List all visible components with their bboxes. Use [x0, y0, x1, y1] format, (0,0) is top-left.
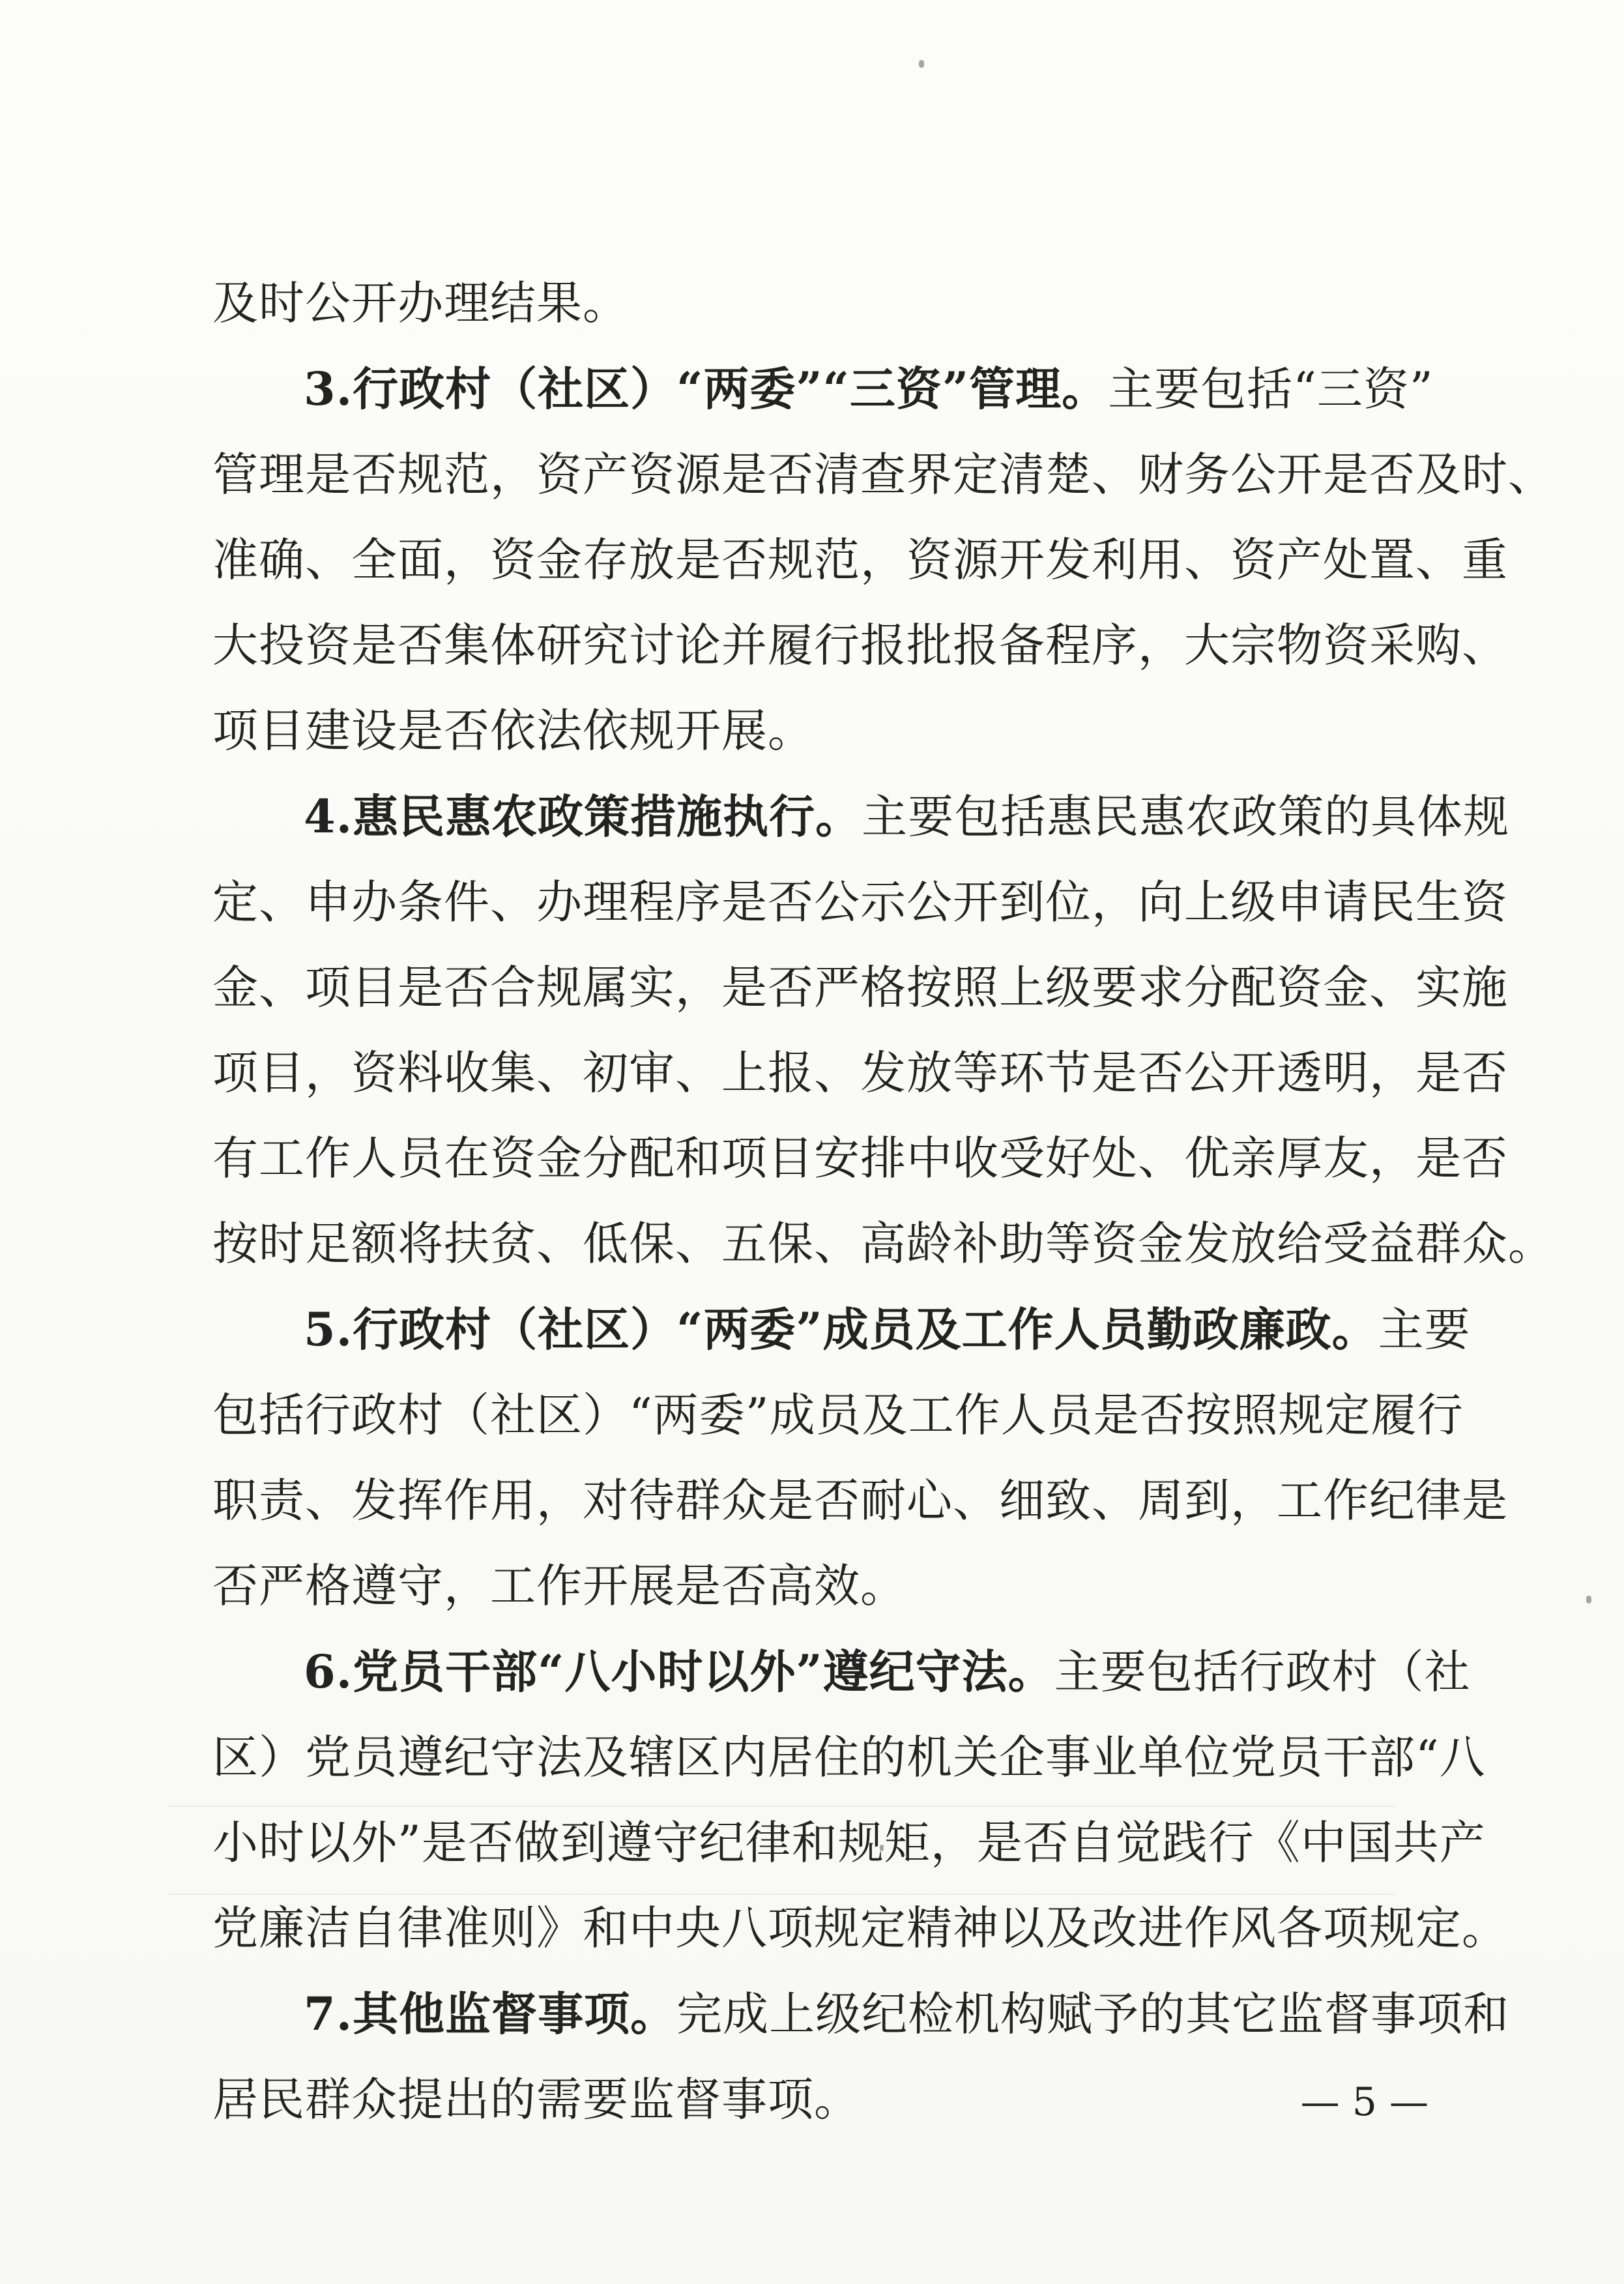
body-text: [212, 261, 1554, 2143]
text-line: 管理是否规范，资产资源是否清查界定清楚、财务公开是否及时、: [212, 448, 1554, 501]
text-line: 包括行政村（社区）“两委”成员及工作人员是否按照规定履行: [212, 1388, 1464, 1442]
text-line: 居民群众提出的需要监督事项。: [212, 2073, 860, 2126]
text-line: 职责、发挥作用，对待群众是否耐心、细致、周到，工作纪律是: [212, 1474, 1508, 1527]
text-line: 小时以外”是否做到遵守纪律和规矩，是否自觉践行《中国共产: [212, 1816, 1486, 1869]
section-4-lead: [304, 790, 1509, 843]
text-line: 大投资是否集体研究讨论并履行报批报备程序，大宗物资采购、: [212, 619, 1508, 672]
section-4-lead-bold: 4.惠民惠农政策措施执行。: [304, 789, 862, 843]
text-line: 项目建设是否依法依规开展。: [212, 704, 814, 757]
section-3-lead: [304, 362, 1434, 416]
text-line: 金、项目是否合规属实，是否严格按照上级要求分配资金、实施: [212, 961, 1508, 1014]
section-6-heading-line: [212, 1629, 1471, 1715]
section-4-lead-rest: 主要包括惠民惠农政策的具体规: [862, 790, 1510, 843]
text-line: 准确、全面，资金存放是否规范，资源开发利用、资产处置、重: [212, 533, 1508, 587]
section-5-lead: [304, 1303, 1471, 1356]
section-7-heading-line: [212, 1971, 1510, 2057]
section-6-lead: [304, 1645, 1471, 1699]
scan-speck: [1586, 1596, 1591, 1603]
section-5-lead-bold: 5.行政村（社区）“两委”成员及工作人员勤政廉政。: [304, 1302, 1378, 1356]
page-number: — 5 —: [1300, 2079, 1428, 2125]
section-3-heading-line: [212, 346, 1434, 432]
text-line: 有工作人员在资金分配和项目安排中收受好处、优亲厚友，是否: [212, 1132, 1508, 1185]
text-line: 定、申办条件、办理程序是否公示公开到位，向上级申请民生资: [212, 875, 1508, 929]
section-7-lead: [304, 1987, 1509, 2041]
scan-speck: [919, 60, 924, 68]
section-3-lead-bold: 3.行政村（社区）“两委”“三资”管理。: [304, 362, 1109, 416]
section-6-lead-bold: 6.党员干部“八小时以外”遵纪守法。: [304, 1645, 1054, 1699]
section-7-lead-rest: 完成上级纪检机构赋予的其它监督事项和: [676, 1987, 1510, 2041]
section-4-heading-line: [212, 774, 1510, 860]
section-6-lead-rest: 主要包括行政村（社: [1054, 1645, 1471, 1699]
section-5-heading-line: [212, 1287, 1471, 1373]
text-line: 否严格遵守，工作开展是否高效。: [212, 1559, 906, 1613]
text-line: 党廉洁自律准则》和中央八项规定精神以及改进作风各项规定。: [212, 1901, 1508, 1955]
text-line: 区）党员遵纪守法及辖区内居住的机关企事业单位党员干部“八: [212, 1731, 1486, 1784]
text-line: 及时公开办理结果。: [212, 276, 629, 330]
section-7-lead-bold: 7.其他监督事项。: [304, 1987, 677, 2041]
text-line: 按时足额将扶贫、低保、五保、高龄补助等资金发放给受益群众。: [212, 1217, 1554, 1270]
section-5-lead-rest: 主要: [1378, 1303, 1471, 1356]
section-3-lead-rest: 主要包括“三资”: [1108, 362, 1434, 416]
text-line: 项目，资料收集、初审、上报、发放等环节是否公开透明，是否: [212, 1046, 1508, 1100]
